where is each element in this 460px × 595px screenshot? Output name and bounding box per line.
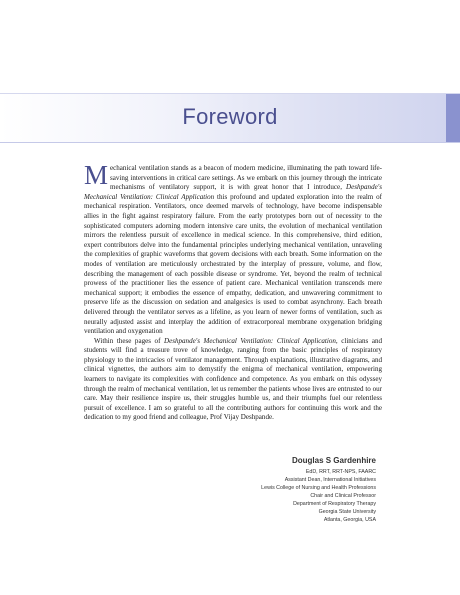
paragraph-1-text-b: this profound and updated exploration into the realm of mechanical respiration. Ventilators, once deemed marvels of technology, have become indispensable allies in the fight against respiratory failure. From the early prototypes born out of necessity to the sophisticated computers adorning modern intensive care units, the evolution of mechanical ventilation mirrors the relentless pursuit of excellence in medical science. In this comprehensive, third edition, expert contributors delve into the fundamental principles underlying mechanical ventilation, unraveling the complexities of graphic waveforms that govern decisions with each breath. Some information on the modes of ventilation are meticulously orchestrated by the interplay of pressure, volume, and flow, describing the management of each possible disease or syndrome. Yet, beyond the realm of technical prowess of the practitioner lies the essence of patient care. Mechanical ventilation transcends mere mechanical support; it embodies the essence of empathy, dedication, and unwavering commitment to preserve life as the discussion on sedation and analgesics is used to combat asynchrony. Each breath delivered through the ventilator serves as a lifeline, as you learn of newer forms of ventilation, such as neurally adjusted assist and interplay the addition of extracorporeal membrane oxygenation bridging ventilation and oxygenation: [84, 192, 382, 336]
author-title-line: Department of Respiratory Therapy: [293, 501, 376, 507]
paragraph-2-text-a: Within these pages of: [94, 336, 165, 345]
book-title-italic: Deshpande's Mechanical Ventilation: Clinical Application: [84, 183, 382, 201]
author-title-line: Atlanta, Georgia, USA: [323, 517, 376, 523]
paragraph-1: [84, 160, 382, 337]
paragraph-2-text-b: , clinicians and students will find a treasure trove of knowledge, ranging from the basic principles of respiratory physiology to the intricacies of ventilator management. Through explanations, illustrative diagrams, and clinical vignettes, the authors aim to demystify the enigma of mechanical ventilation, empowering learners to navigate its complexities with confidence and competence. As you embark on this odyssey through the realm of mechanical ventilation, let us remember the patients whose lives are entrusted to our care. May their resilience inspire us, their struggles humble us, and their triumphs fuel our relentless pursuit of excellence. I am so grateful to all the contributing authors for continuing this work and the dedication to my good friend and colleague, Prof Vijay Deshpande.: [84, 336, 383, 422]
drop-cap: M: [84, 160, 109, 190]
author-title-line: Chair and Clinical Professor: [310, 493, 376, 499]
signature-block: [261, 456, 376, 524]
author-title-line: Georgia State University: [318, 509, 376, 515]
author-title-line: Lewis College of Nursing and Health Professions: [261, 485, 376, 491]
foreword-body: [84, 160, 383, 423]
book-title-italic: Deshpande's Mechanical Ventilation: Clinical Application: [164, 336, 336, 345]
page-title: Foreword: [182, 104, 278, 129]
paragraph-1-text-a: echanical ventilation stands as a beacon of modern medicine, illuminating the path toward life-saving interventions in critical care settings. As we embark on this journey through the intricate mechanisms of ventilatory support, it is with great honor that I introduce,: [110, 164, 382, 192]
title-banner: [0, 93, 460, 143]
paragraph-2: [84, 337, 382, 423]
author-credentials: EdD, RRT, RRT-NPS, FAARC: [305, 469, 376, 475]
author-name: Douglas S Gardenhire: [291, 456, 376, 465]
author-title-line: Assistant Dean, International Initiatives: [284, 477, 376, 483]
